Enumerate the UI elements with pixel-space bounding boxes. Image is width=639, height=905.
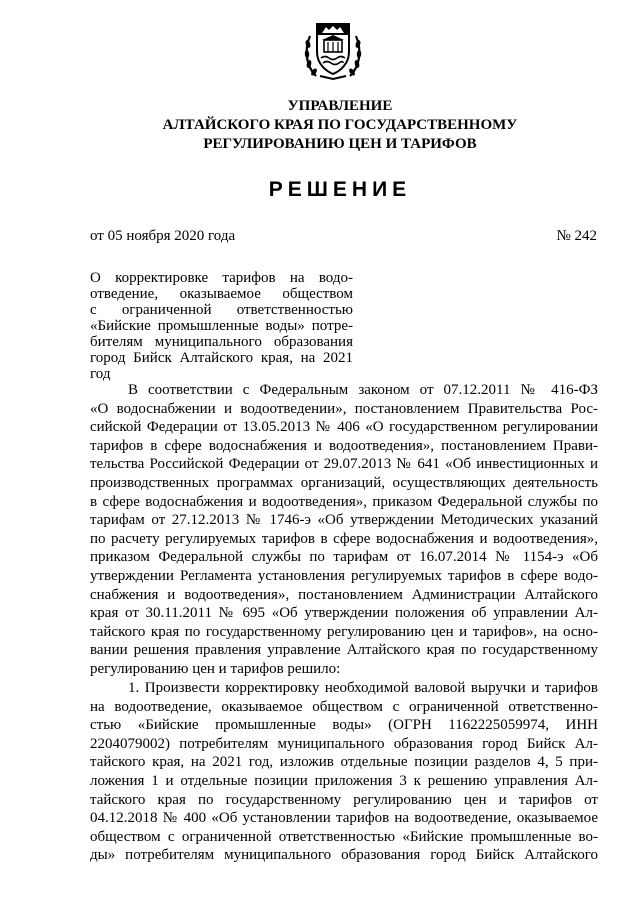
- text-line: тайского края, на 2021 год, изложив отдельные позиции разделов 4, 5 при-: [90, 754, 598, 771]
- text-line: В соответствии с Федеральным законом от 07.12.2011 № 416-ФЗ: [128, 382, 598, 398]
- text-line: 04.12.2018 № 400 «Об установлении тарифов на водоотведение, оказываемое: [90, 810, 598, 827]
- text-line: приказом Федеральной службы по тарифам от 16.07.2014 № 1154-э «Об: [90, 549, 598, 566]
- text-line: сийской Федерации от 13.05.2013 № 406 «О государственном регулировании: [90, 419, 598, 436]
- subject-line: «Бийские промышленные воды» потре-: [90, 318, 353, 334]
- text-line: 2204079002) потребителям муниципального образования город Бийск Ал-: [90, 735, 598, 752]
- org-line-2: АЛТАЙСКОГО КРАЯ ПО ГОСУДАРСТВЕННОМУ: [162, 117, 518, 133]
- text-line: производственных программах организаций, осуществляющих деятельность: [90, 474, 598, 491]
- text-line: тельства Российской Федерации от 29.07.2013 № 641 «Об инвестиционных и: [90, 456, 598, 473]
- document-number: № 242: [556, 228, 597, 244]
- text-line: ложения 1 и отдельные позиции приложения 3 к решению управления Ал-: [90, 772, 598, 789]
- subject-line: отведение, оказываемое обществом: [90, 286, 353, 302]
- document-title: РЕШЕНИЕ: [268, 178, 412, 201]
- text-line: снабжения и водоотведения», постановлением Администрации Алтайского: [90, 586, 598, 603]
- preamble-paragraph: [90, 381, 598, 679]
- org-line-1: УПРАВЛЕНИЕ: [287, 98, 393, 114]
- subject-line: бителям муниципального образования: [90, 334, 353, 350]
- subject-line: с ограниченной ответственностью: [90, 302, 353, 318]
- text-line: тарифов в сфере водоснабжения и водоотведения», постановлением Прави-: [90, 437, 598, 454]
- issuing-authority: [60, 97, 620, 154]
- text-line: 1. Произвести корректировку необходимой валовой выручки и тарифов: [128, 680, 598, 696]
- text-line: регулированию цен и тарифов решило:: [90, 660, 341, 677]
- text-line: в сфере водоснабжения и водоотведения», приказом Федеральной службы по: [90, 493, 598, 510]
- text-line: тайского края по государственному регулированию цен и тарифов от: [90, 791, 598, 808]
- coat-of-arms-icon: [302, 16, 364, 82]
- text-line: ды» потребителям муниципального образования город Бийск Алтайского: [90, 847, 598, 864]
- subject-line: город Бийск Алтайского края, на 2021: [90, 350, 353, 366]
- text-line: тайского края по государственному регулированию цен и тарифов», на осно-: [90, 623, 598, 640]
- text-line: по расчету регулируемых тарифов в сфере водоснабжения и водоотведения»,: [90, 530, 598, 547]
- text-line: вании решения правления управление Алтайского края по государственному: [90, 642, 598, 659]
- document-date: от 05 ноября 2020 года: [90, 228, 236, 244]
- clause-1: [90, 679, 598, 865]
- text-line: на водоотведение, оказываемое обществом с ограниченной ответственно-: [90, 698, 598, 715]
- text-line: тарифам от 27.12.2013 № 1746-э «Об утверждении Методических указаний: [90, 512, 598, 529]
- document-subject: [90, 270, 353, 382]
- subject-line: О корректировке тарифов на водо-: [90, 270, 353, 286]
- org-line-3: РЕГУЛИРОВАНИЮ ЦЕН И ТАРИФОВ: [203, 136, 477, 152]
- text-line: обществом с ограниченной ответственностью «Бийские промышленные во-: [90, 828, 598, 845]
- subject-line: год: [90, 366, 111, 382]
- text-line: утверждении Регламента установления регулируемых тарифов в сфере водо-: [90, 567, 598, 584]
- text-line: края от 30.11.2011 № 695 «Об утверждении положения об управлении Ал-: [90, 605, 598, 622]
- text-line: «О водоснабжении и водоотведении», постановлением Правительства Рос-: [90, 400, 598, 417]
- text-line: стью «Бийские промышленные воды» (ОГРН 1162225059974, ИНН: [90, 717, 598, 734]
